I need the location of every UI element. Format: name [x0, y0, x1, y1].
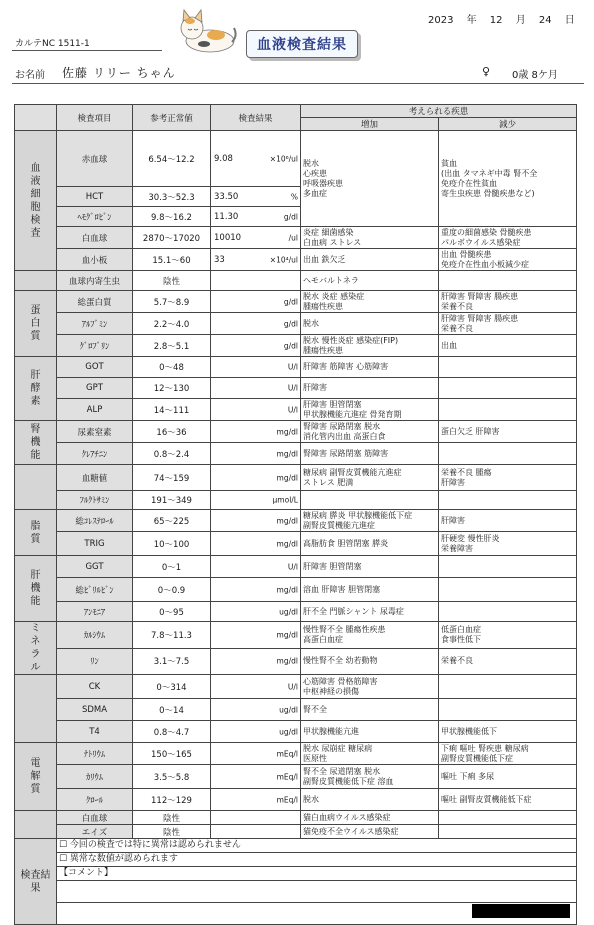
result-unit: mEq/l [276, 772, 298, 781]
increase-causes: 溶血 肝障害 胆管閉塞 [301, 578, 439, 602]
reference-range: 0～314 [133, 675, 211, 699]
result-cell [211, 443, 301, 465]
increase-causes: 猫白血病ウイルス感染症 [301, 811, 439, 825]
result-cell [211, 335, 301, 357]
result-cell [211, 648, 301, 675]
decrease-causes [439, 556, 577, 578]
reference-range: 2.8～5.1 [133, 335, 211, 357]
increase-causes: 脱水 [301, 313, 439, 335]
test-item: 血小板 [57, 249, 133, 271]
result-value: 11.30 [214, 211, 239, 222]
decrease-causes [439, 699, 577, 721]
increase-causes: ヘモバルトネラ [301, 271, 439, 291]
result-unit: U/l [287, 405, 298, 414]
divider [12, 50, 162, 51]
result-unit: U/l [287, 562, 298, 571]
decrease-causes: 肝障害 [439, 510, 577, 532]
table-row [15, 313, 577, 335]
result-cell [211, 249, 301, 271]
reference-range: 150～165 [133, 743, 211, 765]
decrease-causes: 低蛋白血症 食事性低下 [439, 622, 577, 649]
result-cell [211, 721, 301, 743]
table-row [15, 721, 577, 743]
test-item: ｶﾙｼｳﾑ [57, 622, 133, 649]
decrease-causes [439, 399, 577, 421]
result-cell [211, 825, 301, 839]
result-cell [211, 743, 301, 765]
test-item: ﾅﾄﾘｳﾑ [57, 743, 133, 765]
col-decrease: 減少 [439, 118, 577, 131]
reference-range: 74～159 [133, 465, 211, 491]
decrease-causes: 肝障害 腎障害 腸疾患 栄養不良 [439, 291, 577, 313]
result-cell [211, 291, 301, 313]
result-cell [211, 207, 301, 227]
decrease-causes: 肝硬変 慢性肝炎 栄養障害 [439, 532, 577, 556]
reference-range: 7.8～11.3 [133, 622, 211, 649]
col-disease: 考えられる疾患 [301, 105, 577, 118]
test-item: 総ﾋﾞﾘﾙﾋﾞﾝ [57, 578, 133, 602]
patient-age: 0歳 8ケ月 [512, 70, 558, 81]
increase-causes: 脱水 [301, 789, 439, 811]
result-unit: ×10⁴/ul [269, 255, 298, 264]
result-unit: mEq/l [276, 795, 298, 804]
result-unit: mg/dl [276, 539, 298, 548]
result-unit: ug/dl [279, 607, 298, 616]
page-title: 血液検査結果 [246, 30, 358, 58]
col-item: 検査項目 [57, 105, 133, 131]
table-row [15, 602, 577, 622]
table-row [15, 378, 577, 399]
result-unit: mEq/l [276, 749, 298, 758]
result-cell [211, 622, 301, 649]
result-cell [211, 465, 301, 491]
result-unit: mg/dl [276, 656, 298, 666]
test-item: 血球内寄生虫 [57, 271, 133, 291]
summary-label: 検査結果 [15, 839, 57, 925]
table-row [15, 556, 577, 578]
test-item: 赤血球 [57, 131, 133, 187]
divider [12, 83, 584, 84]
result-unit: U/l [287, 682, 298, 691]
table-row [15, 357, 577, 378]
decrease-causes: 出血 [439, 335, 577, 357]
test-item: 総蛋白質 [57, 291, 133, 313]
decrease-causes: 下痢 嘔吐 腎疾患 糖尿病 副腎皮質機能低下症 [439, 743, 577, 765]
increase-causes: 肝不全 門脈シャント 尿毒症 [301, 602, 439, 622]
table-row [15, 811, 577, 825]
reference-range: 12～130 [133, 378, 211, 399]
table-row [15, 249, 577, 271]
report-date: 2023 年 12 月 24 日 [428, 15, 575, 26]
result-unit: % [290, 192, 298, 201]
test-item: 尿素窒素 [57, 421, 133, 443]
table-row [15, 648, 577, 675]
reference-range: 0～0.9 [133, 578, 211, 602]
increase-causes: 糖尿病 副腎皮質機能亢進症 ストレス 肥満 [301, 465, 439, 491]
table-row [15, 765, 577, 789]
result-cell [211, 510, 301, 532]
reference-range: 14～111 [133, 399, 211, 421]
category-label: 蛋 白 質 [15, 291, 57, 357]
category-label: ミ ネ ラ ル [15, 622, 57, 675]
increase-causes: 肝障害 胆管閉塞 [301, 556, 439, 578]
result-value: 33.50 [214, 191, 239, 202]
decrease-causes: 栄養不良 [439, 648, 577, 675]
result-cell [211, 131, 301, 187]
increase-causes: 肝障害 胆管閉塞 甲状腺機能亢進症 骨発育期 [301, 399, 439, 421]
decrease-causes: 重度の細菌感染 骨髄疾患 パルボウイルス感染症 [439, 227, 577, 249]
increase-causes: 慢性腎不全 腫瘍性疾患 高蛋白血症 [301, 622, 439, 649]
category-label [15, 271, 57, 291]
increase-causes: 猫免疫不全ウイルス感染症 [301, 825, 439, 839]
result-cell [211, 378, 301, 399]
decrease-causes: 出血 骨髄疾患 免疫介在性血小板減少症 [439, 249, 577, 271]
reference-range: 191～349 [133, 491, 211, 510]
test-item: エイズ [57, 825, 133, 839]
category-label: 脂 質 [15, 510, 57, 556]
decrease-causes: 嘔吐 下痢 多尿 [439, 765, 577, 789]
result-cell [211, 578, 301, 602]
increase-causes: 肝障害 筋障害 心筋障害 [301, 357, 439, 378]
result-cell [211, 789, 301, 811]
reference-range: 0～1 [133, 556, 211, 578]
result-value: 33 [214, 254, 225, 265]
reference-range: 2.2～4.0 [133, 313, 211, 335]
reference-range: 5.7～8.9 [133, 291, 211, 313]
test-item: HCT [57, 187, 133, 207]
table-row [15, 825, 577, 839]
test-item: CK [57, 675, 133, 699]
test-item: 白血球 [57, 227, 133, 249]
result-unit: g/dl [283, 319, 298, 328]
header-blank [15, 105, 57, 131]
col-increase: 増加 [301, 118, 439, 131]
increase-causes [301, 491, 439, 510]
result-unit: U/l [287, 362, 298, 372]
name-label: お名前 [15, 70, 45, 81]
result-unit: ×10⁶/ul [269, 154, 298, 163]
reference-range: 陰性 [133, 825, 211, 839]
reference-range: 3.1～7.5 [133, 648, 211, 675]
test-item: ｸﾛｰﾙ [57, 789, 133, 811]
reference-range: 30.3～52.3 [133, 187, 211, 207]
category-label [15, 811, 57, 839]
increase-causes: 腎障害 尿路閉塞 筋障害 [301, 443, 439, 465]
category-label [15, 465, 57, 510]
increase-causes: 脱水 炎症 感染症 腫瘍性疾患 [301, 291, 439, 313]
increase-causes: 炎症 細菌感染 白血病 ストレス [301, 227, 439, 249]
increase-causes: 糖尿病 膵炎 甲状腺機能低下症 副腎皮質機能亢進症 [301, 510, 439, 532]
result-unit: mg/dl [276, 449, 298, 458]
decrease-causes [439, 602, 577, 622]
test-item: ｸﾚｱﾁﾆﾝ [57, 443, 133, 465]
chart-number: カルテNC 1511-1 [15, 39, 90, 49]
test-item: T4 [57, 721, 133, 743]
result-value: 9.08 [214, 153, 233, 164]
reference-range: 6.54～12.2 [133, 131, 211, 187]
reference-range: 陰性 [133, 811, 211, 825]
category-label [15, 675, 57, 743]
result-unit: ug/dl [279, 705, 298, 714]
decrease-causes [439, 491, 577, 510]
result-cell [211, 491, 301, 510]
results-body [15, 131, 577, 839]
sex-symbol: ♀ [482, 65, 491, 78]
result-cell [211, 227, 301, 249]
result-cell [211, 271, 301, 291]
result-cell [211, 187, 301, 207]
result-unit: g/dl [283, 212, 298, 221]
decrease-causes: 肝障害 腎障害 腸疾患 栄養不良 [439, 313, 577, 335]
test-item: ｸﾞﾛﾌﾞﾘﾝ [57, 335, 133, 357]
table-row [15, 291, 577, 313]
result-cell [211, 421, 301, 443]
decrease-causes [439, 675, 577, 699]
table-row [15, 532, 577, 556]
result-cell [211, 313, 301, 335]
decrease-causes [439, 357, 577, 378]
results-table [14, 104, 577, 925]
col-result: 検査結果 [211, 105, 301, 131]
result-value: 10010 [214, 232, 242, 243]
category-label: 血 液 細 胞 検 査 [15, 131, 57, 271]
summary-normal: ☐ 今回の検査では特に異常は認められません [57, 839, 577, 853]
reference-range: 0～14 [133, 699, 211, 721]
table-row [15, 271, 577, 291]
table-row [15, 789, 577, 811]
test-item: ALP [57, 399, 133, 421]
category-label: 電 解 質 [15, 743, 57, 811]
category-label: 肝 機 能 [15, 556, 57, 622]
test-item: TRIG [57, 532, 133, 556]
increase-causes: 甲状腺機能亢進 [301, 721, 439, 743]
reference-range: 9.8～16.2 [133, 207, 211, 227]
table-row [15, 675, 577, 699]
decrease-causes [439, 578, 577, 602]
reference-range: 2870～17020 [133, 227, 211, 249]
test-item: 血糖値 [57, 465, 133, 491]
result-unit: g/dl [283, 341, 298, 350]
increase-causes: 腎不全 [301, 699, 439, 721]
table-row [15, 491, 577, 510]
test-item: ﾍﾓｸﾞﾛﾋﾞﾝ [57, 207, 133, 227]
summary-comment: 【コメント】 [57, 867, 577, 881]
result-unit: U/l [287, 383, 298, 393]
decrease-causes [439, 271, 577, 291]
result-unit: g/dl [283, 297, 298, 306]
decrease-causes [439, 811, 577, 825]
result-cell [211, 675, 301, 699]
redaction-bar [472, 904, 570, 918]
category-label: 肝 酵 素 [15, 357, 57, 421]
reference-range: 15.1～60 [133, 249, 211, 271]
increase-causes: 脱水 慢性炎症 感染症(FIP) 腫瘍性疾患 [301, 335, 439, 357]
test-item: GOT [57, 357, 133, 378]
increase-causes: 慢性腎不全 幼若動物 [301, 648, 439, 675]
increase-causes: 腎不全 尿道閉塞 脱水 副腎皮質機能低下症 溶血 [301, 765, 439, 789]
result-unit: /ul [288, 233, 298, 242]
reference-range: 0.8～4.7 [133, 721, 211, 743]
result-cell [211, 532, 301, 556]
increase-causes: 脱水 心疾患 呼吸器疾患 多血症 [301, 131, 439, 227]
reference-range: 0～95 [133, 602, 211, 622]
result-cell [211, 357, 301, 378]
test-item: ｶﾘｳﾑ [57, 765, 133, 789]
result-cell [211, 699, 301, 721]
reference-range: 0.8～2.4 [133, 443, 211, 465]
test-item: GGT [57, 556, 133, 578]
category-label: 腎 機 能 [15, 421, 57, 465]
decrease-causes [439, 443, 577, 465]
result-cell [211, 399, 301, 421]
increase-causes: 脱水 尿崩症 糖尿病 医原性 [301, 743, 439, 765]
table-row [15, 465, 577, 491]
increase-causes: 心筋障害 骨格筋障害 中枢神経の損傷 [301, 675, 439, 699]
table-row [15, 335, 577, 357]
test-item: 総ｺﾚｽﾃﾛｰﾙ [57, 510, 133, 532]
table-row [15, 622, 577, 649]
test-item: ｱﾝﾓﾆｱ [57, 602, 133, 622]
result-unit: ug/dl [279, 727, 298, 736]
table-row [15, 443, 577, 465]
increase-causes: 肝障害 [301, 378, 439, 399]
patient-name: 佐藤 リリー ちゃん [62, 66, 176, 80]
decrease-causes: 栄養不良 腫瘍 肝障害 [439, 465, 577, 491]
test-item: GPT [57, 378, 133, 399]
result-cell [211, 602, 301, 622]
test-item: 白血球 [57, 811, 133, 825]
table-row [15, 131, 577, 187]
increase-causes: 出血 鉄欠乏 [301, 249, 439, 271]
test-item: ﾌﾙｸﾄｻﾐﾝ [57, 491, 133, 510]
table-row [15, 578, 577, 602]
result-unit: mg/dl [276, 630, 298, 640]
table-row [15, 699, 577, 721]
table-row [15, 421, 577, 443]
result-cell [211, 811, 301, 825]
result-unit: mg/dl [276, 585, 298, 594]
comment-line [57, 881, 577, 903]
reference-range: 65～225 [133, 510, 211, 532]
result-unit: mg/dl [276, 473, 298, 482]
result-unit: mg/dl [276, 516, 298, 525]
result-cell [211, 556, 301, 578]
increase-causes: 高脂肪食 胆管閉塞 膵炎 [301, 532, 439, 556]
table-row [15, 743, 577, 765]
reference-range: 10～100 [133, 532, 211, 556]
decrease-causes: 甲状腺機能低下 [439, 721, 577, 743]
result-unit: μmol/L [272, 495, 298, 505]
decrease-causes: 嘔吐 副腎皮質機能低下症 [439, 789, 577, 811]
table-row [15, 227, 577, 249]
summary-abnormal: ☐ 異常な数値が認められます [57, 853, 577, 867]
reference-range: 0～48 [133, 357, 211, 378]
decrease-causes [439, 825, 577, 839]
reference-range: 16～36 [133, 421, 211, 443]
reference-range: 112～129 [133, 789, 211, 811]
test-item: SDMA [57, 699, 133, 721]
decrease-causes: 蛋白欠乏 肝障害 [439, 421, 577, 443]
reference-range: 陰性 [133, 271, 211, 291]
table-row [15, 510, 577, 532]
test-item: ｱﾙﾌﾞﾐﾝ [57, 313, 133, 335]
cat-illustration [176, 8, 238, 54]
decrease-causes: 貧血 (出血 タマネギ中毒 腎不全 免疫介在性貧血 寄生虫疾患 骨髄疾患など) [439, 131, 577, 227]
increase-causes: 腎障害 尿路閉塞 脱水 消化管内出血 高蛋白食 [301, 421, 439, 443]
test-item: ﾘﾝ [57, 648, 133, 675]
table-row [15, 399, 577, 421]
result-unit: mg/dl [276, 427, 298, 436]
decrease-causes [439, 378, 577, 399]
reference-range: 3.5～5.8 [133, 765, 211, 789]
col-ref: 参考正常値 [133, 105, 211, 131]
result-cell [211, 765, 301, 789]
